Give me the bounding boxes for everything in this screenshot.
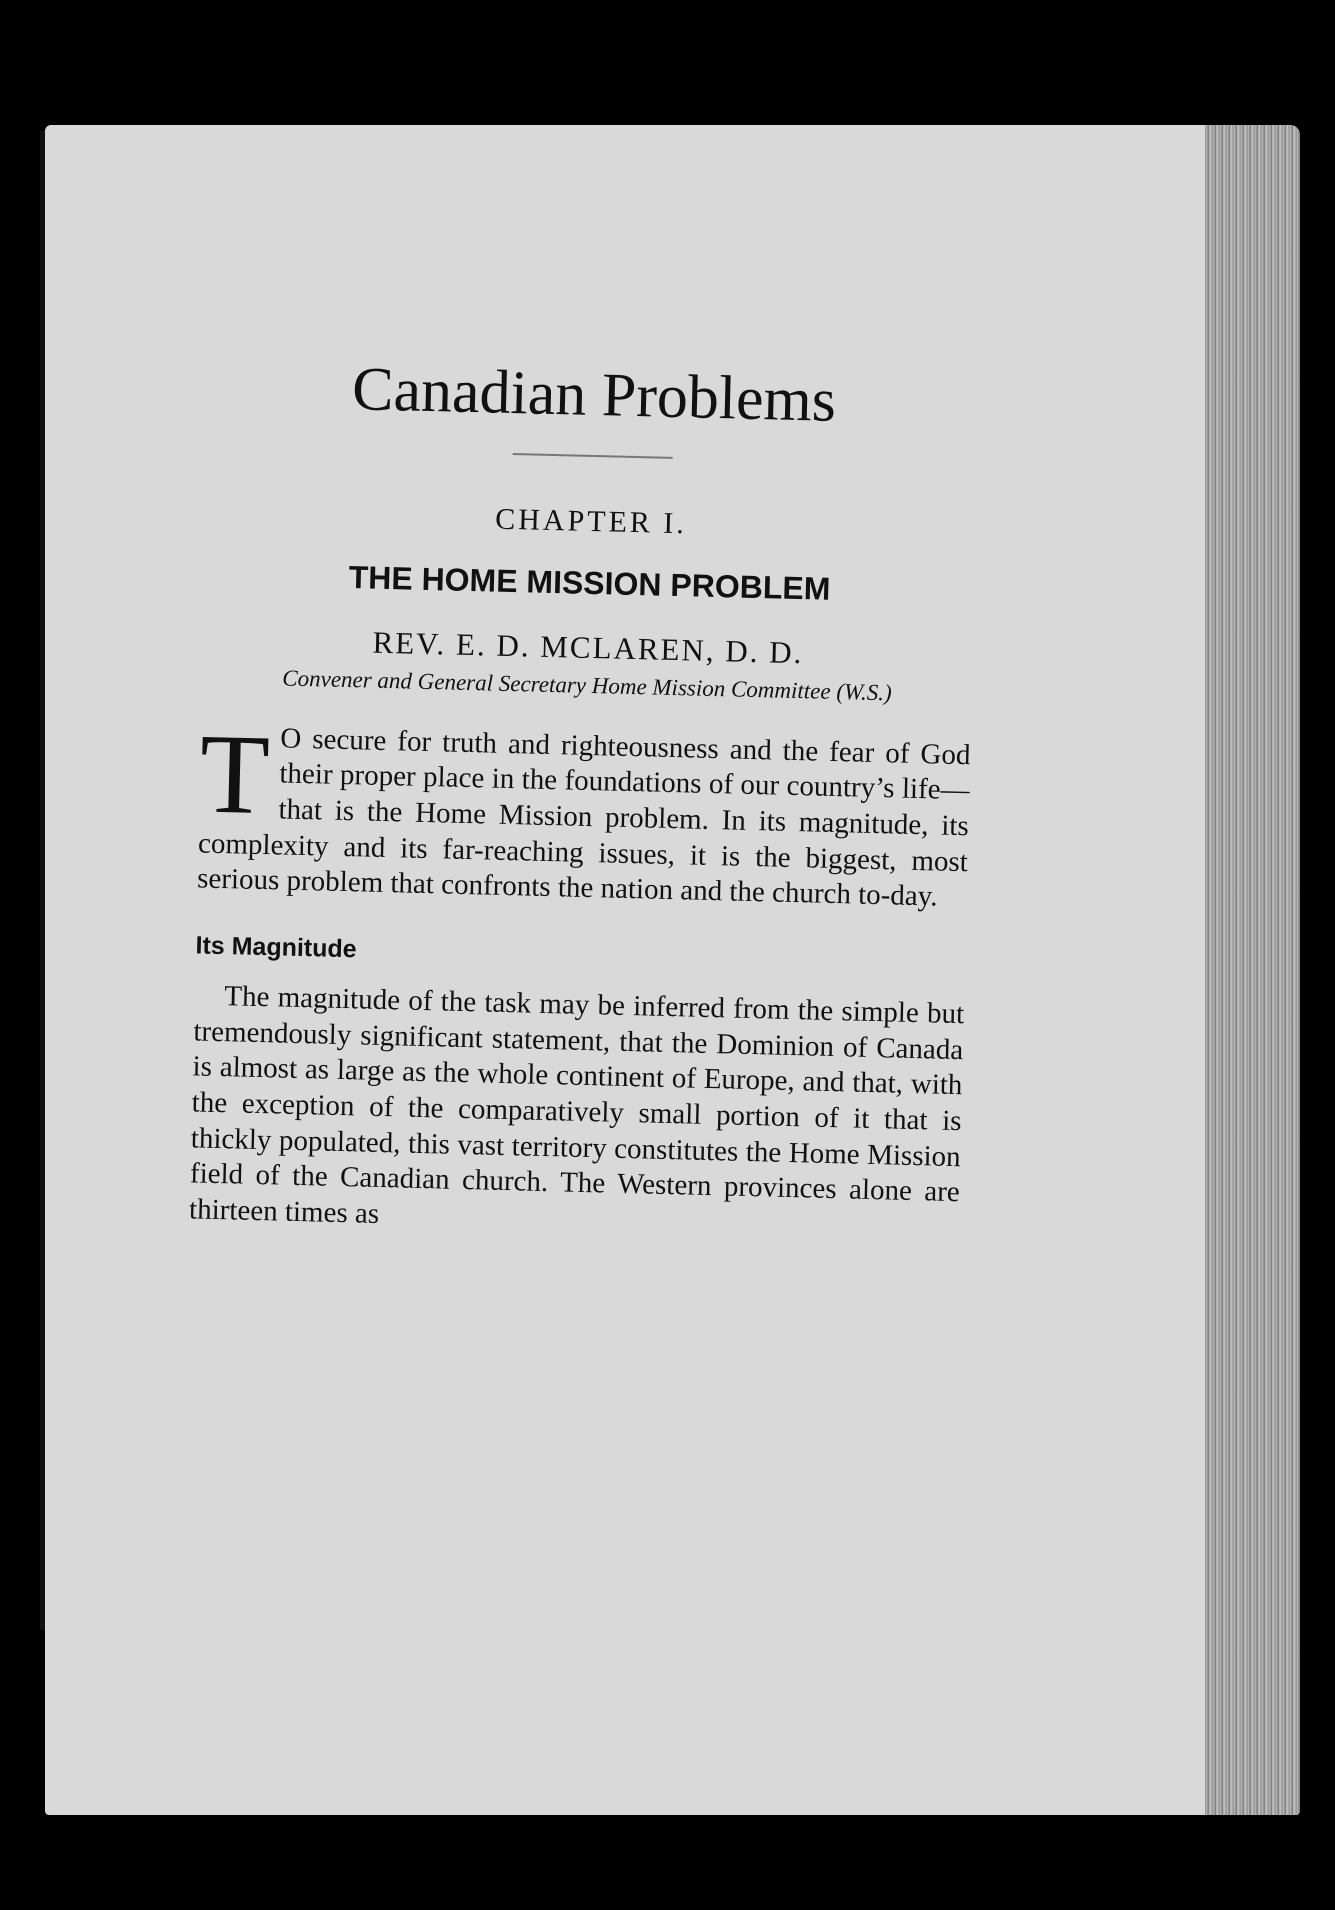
body-paragraph: The magnitude of the task may be inferred from the simple but tremendously significant statement, that the Dominion of Canada is almost as large as the whole continent of Europe, and that, with the exception of the comparatively small portion of it that is thickly populated, this vast territory constitutes the Home Mission field of the Canadian church. The Western provinces alone are thirteen times as — [188, 980, 965, 1230]
book-gutter — [40, 130, 45, 1630]
subheading-magnitude: Its Magnitude — [195, 931, 357, 964]
section-title: THE HOME MISSION PROBLEM — [348, 559, 831, 607]
book-title: Canadian Problems — [351, 355, 837, 435]
chapter-heading: CHAPTER I. — [494, 502, 688, 541]
title-rule — [513, 453, 673, 459]
intro-text: O secure for truth and righteousness and the fear of God their proper place in the foundations of our country’s life— that is the Home Mission problem. In its magnitude, its complexity and its far-reaching issues, it is the biggest, most serious problem that confronts the nation and the church to-day. — [196, 722, 971, 913]
page-content — [189, 351, 980, 1247]
drop-cap: T — [198, 709, 271, 838]
page-edges — [1205, 125, 1300, 1815]
author-affiliation: Convener and General Secretary Home Mission Committee (W.S.) — [282, 665, 893, 706]
intro-paragraph — [196, 709, 971, 916]
author-name: REV. E. D. MCLAREN, D. D. — [372, 624, 804, 671]
